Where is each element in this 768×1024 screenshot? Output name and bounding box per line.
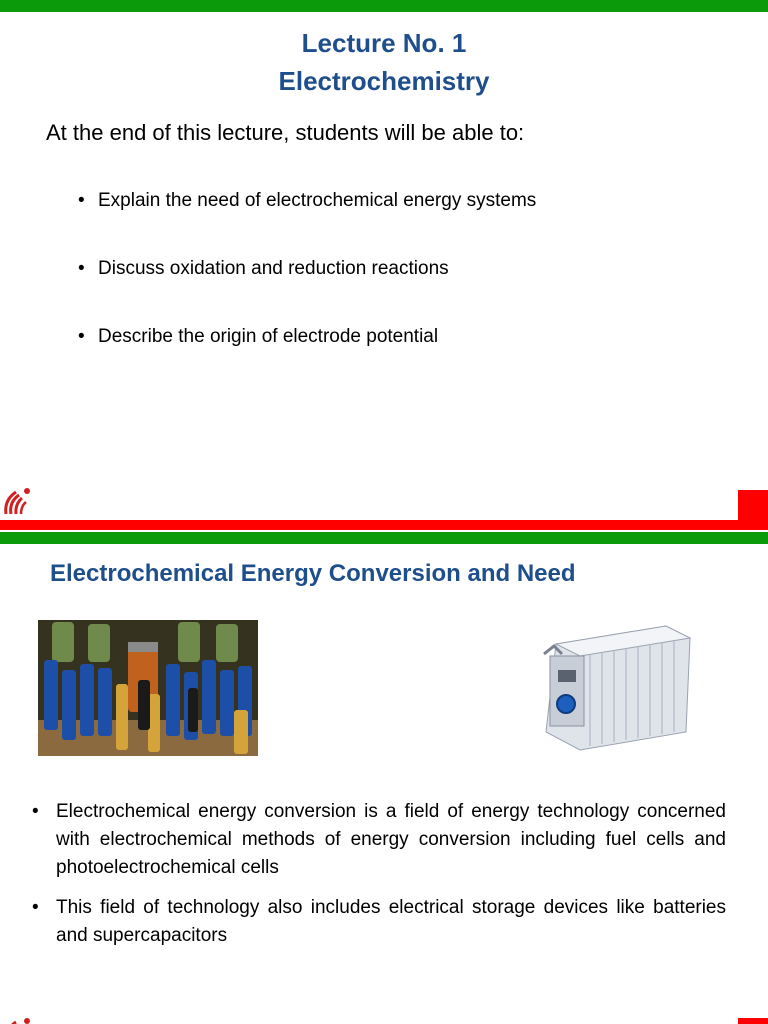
- list-item: [32, 894, 726, 950]
- list-item: [78, 190, 536, 258]
- bullet-icon: •: [78, 258, 85, 279]
- fuel-cell-stack-photo: [536, 614, 696, 754]
- intro-text: At the end of this lecture, students will be able to:: [46, 120, 525, 145]
- objective-text: Describe the origin of electrode potential: [98, 326, 439, 347]
- objective-text: Explain the need of electrochemical energy systems: [98, 190, 537, 211]
- university-logo-icon: [2, 484, 32, 518]
- bullet-text: This field of technology also includes electrical storage devices like batteries and supercapacitors: [56, 897, 726, 946]
- objectives-list: [78, 190, 536, 394]
- lecture-topic-title: Electrochemistry: [278, 66, 490, 96]
- list-item: [78, 326, 536, 394]
- objective-text: Discuss oxidation and reduction reactions: [98, 258, 449, 279]
- bottom-red-band: [0, 520, 768, 530]
- list-item: [78, 258, 536, 326]
- bullet-icon: •: [32, 801, 39, 822]
- content-bullet-list: [32, 798, 726, 962]
- lecture-number-title: Lecture No. 1: [301, 28, 467, 58]
- bullet-icon: •: [32, 897, 39, 918]
- bullet-icon: •: [78, 190, 85, 211]
- bullet-icon: •: [78, 326, 85, 347]
- bullet-text: Electrochemical energy conversion is a field of energy technology concerned with electrochemical methods of energy conversion including fuel cells and photoelectrochemical cells: [56, 801, 726, 878]
- top-green-band: [0, 0, 768, 12]
- slide-2: [0, 532, 768, 1024]
- university-logo-icon: [2, 1014, 32, 1024]
- slide-title: Electrochemical Energy Conversion and Need: [50, 560, 576, 587]
- red-corner-block: [738, 1018, 768, 1024]
- top-green-band: [0, 532, 768, 544]
- batteries-photo: [38, 620, 258, 756]
- list-item: [32, 798, 726, 882]
- red-corner-block: [738, 490, 768, 530]
